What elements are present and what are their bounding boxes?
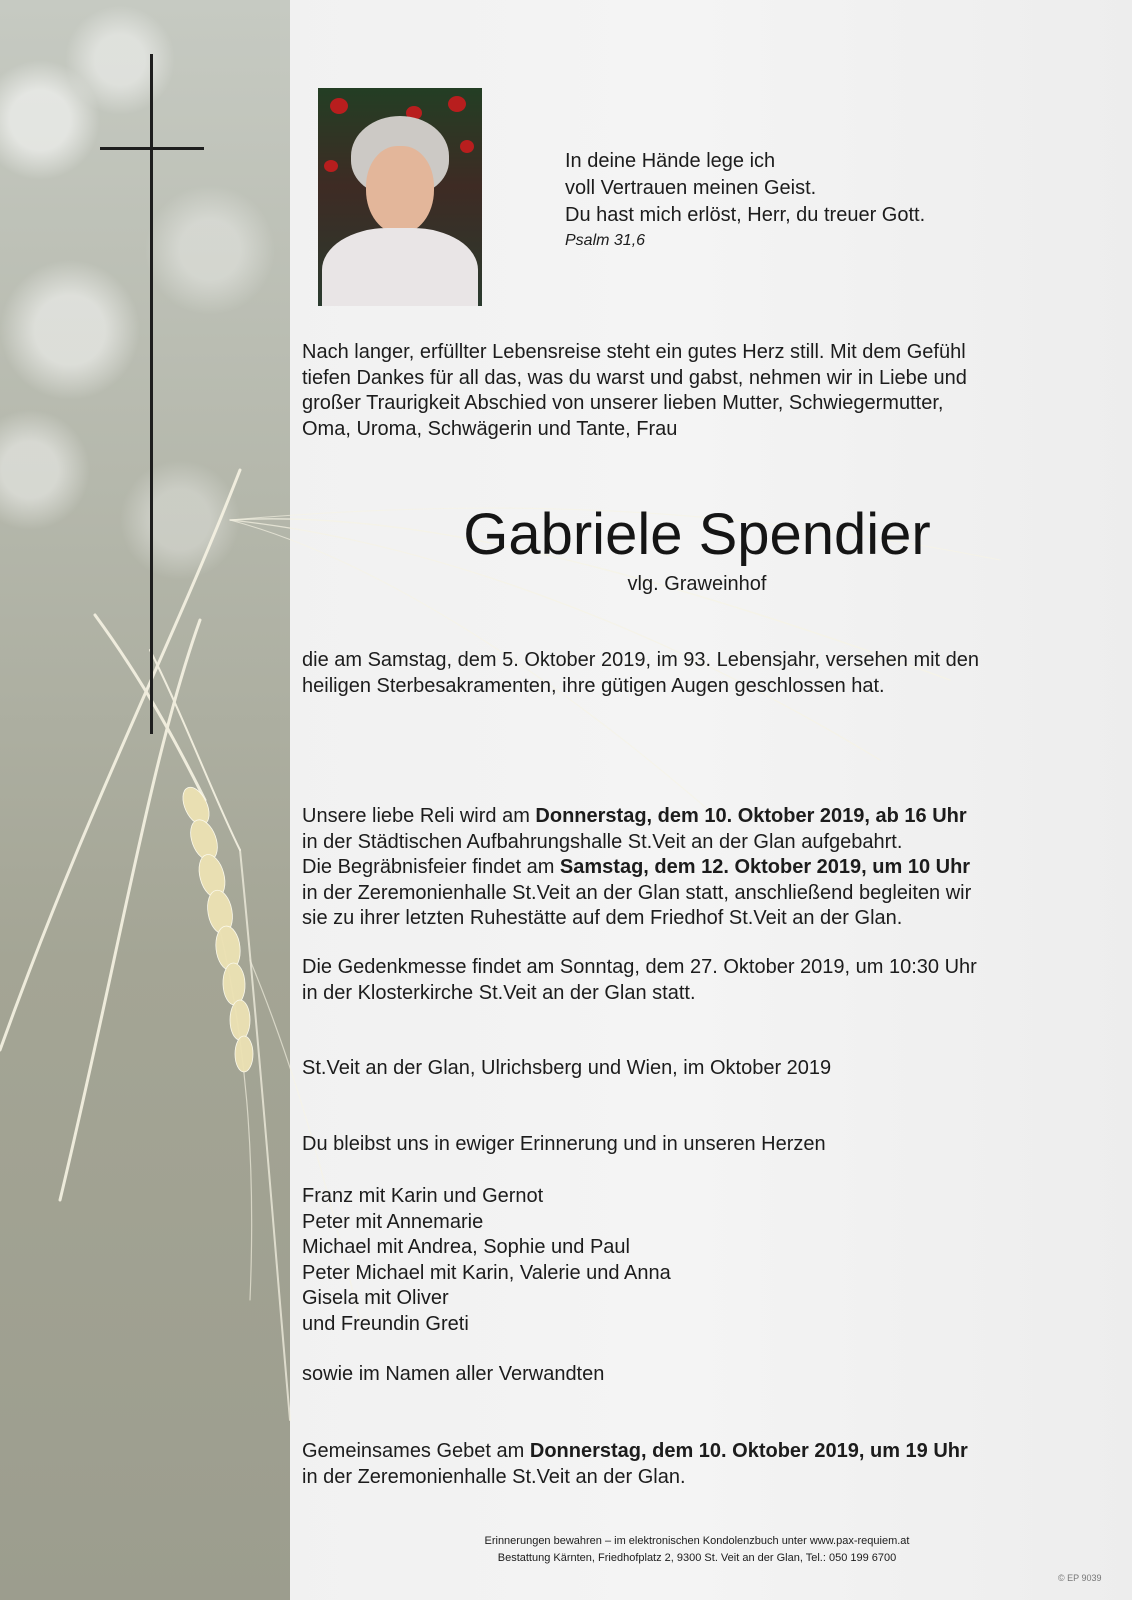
relatives-line: sowie im Namen aller Verwandten xyxy=(302,1363,605,1385)
verse-line: voll Vertrauen meinen Geist. xyxy=(565,177,817,199)
mourner: Franz mit Karin und Gernot xyxy=(302,1185,544,1207)
funeral-date: Samstag, dem 12. Oktober 2019, um 10 Uhr xyxy=(559,856,971,878)
cross-symbol xyxy=(100,54,204,734)
footer-condolence-line: Erinnerungen bewahren – im elektronischen Kondolenzbuch unter www.pax-requiem.at xyxy=(484,1535,910,1547)
intro-line: Nach langer, erfüllter Lebensreise steht ein gutes Herz still. Mit dem Gefühl xyxy=(302,341,966,363)
footer-address-line: Bestattung Kärnten, Friedhofplatz 2, 9300 St. Veit an der Glan, Tel.: 050 199 6700 xyxy=(497,1552,897,1564)
memorial-mass-line: Die Gedenkmesse findet am Sonntag, dem 27. Oktober 2019, um 10:30 Uhr xyxy=(302,956,977,978)
arrangement-line: Unsere liebe Reli wird am Donnerstag, dem 10. Oktober 2019, ab 16 Uhr xyxy=(302,805,967,827)
death-notice-line: die am Samstag, dem 5. Oktober 2019, im 93. Lebensjahr, versehen mit den xyxy=(302,649,980,671)
place-and-date: St.Veit an der Glan, Ulrichsberg und Wien, im Oktober 2019 xyxy=(302,1057,832,1079)
remembrance-line: Du bleibst uns in ewiger Erinnerung und in unseren Herzen xyxy=(302,1133,826,1155)
verse-line: Du hast mich erlöst, Herr, du treuer Gott. xyxy=(565,204,926,226)
death-notice xyxy=(302,648,979,699)
prayer-notice xyxy=(302,1439,968,1490)
deceased-nickname: vlg. Graweinhof xyxy=(627,573,767,595)
death-notice-line: heiligen Sterbesakramenten, ihre gütigen Augen geschlossen hat. xyxy=(302,674,885,697)
mourner: Peter Michael mit Karin, Valerie und Anna xyxy=(302,1261,671,1284)
prayer-line: Gemeinsames Gebet am Donnerstag, dem 10. Oktober 2019, um 19 Uhr xyxy=(302,1440,968,1462)
prayer-line: in der Zeremonienhalle St.Veit an der Glan. xyxy=(302,1465,686,1488)
mourner: Peter mit Annemarie xyxy=(302,1210,484,1233)
deceased-name: Gabriele Spendier xyxy=(463,502,931,567)
portrait-photo xyxy=(318,88,482,306)
intro-line: großer Traurigkeit Abschied von unserer lieben Mutter, Schwiegermutter, xyxy=(302,392,944,414)
mourner: und Freundin Greti xyxy=(302,1312,469,1335)
arrangement-line: in der Zeremonienhalle St.Veit an der Glan statt, anschließend begleiten wir xyxy=(302,881,972,904)
arrangement-line: sie zu ihrer letzten Ruhestätte auf dem Friedhof St.Veit an der Glan. xyxy=(302,907,903,929)
intro-line: Oma, Uroma, Schwägerin und Tante, Frau xyxy=(302,417,678,440)
verse-reference: Psalm 31,6 xyxy=(565,232,646,249)
verse-line: In deine Hände lege ich xyxy=(565,150,776,172)
arrangement-line: Die Begräbnisfeier findet am Samstag, dem 12. Oktober 2019, um 10 Uhr xyxy=(302,856,971,878)
mourners-list xyxy=(302,1184,671,1337)
intro-paragraph xyxy=(302,340,967,442)
intro-line: tiefen Dankes für all das, was du warst und gabst, nehmen wir in Liebe und xyxy=(302,366,967,389)
mourner: Michael mit Andrea, Sophie und Paul xyxy=(302,1236,630,1258)
arrangement-line: in der Städtischen Aufbahrungshalle St.Veit an der Glan aufgebahrt. xyxy=(302,830,903,853)
viewing-date: Donnerstag, dem 10. Oktober 2019, ab 16 Uhr xyxy=(535,805,967,827)
footer xyxy=(302,1533,1092,1567)
document-code: © EP 9039 xyxy=(1058,1573,1102,1583)
memorial-mass xyxy=(302,955,977,1006)
funeral-arrangements xyxy=(302,804,971,932)
prayer-date: Donnerstag, dem 10. Oktober 2019, um 19 Uhr xyxy=(529,1440,968,1462)
bible-verse xyxy=(565,148,925,253)
memorial-mass-line: in der Klosterkirche St.Veit an der Glan statt. xyxy=(302,981,696,1004)
mourner: Gisela mit Oliver xyxy=(302,1287,449,1309)
